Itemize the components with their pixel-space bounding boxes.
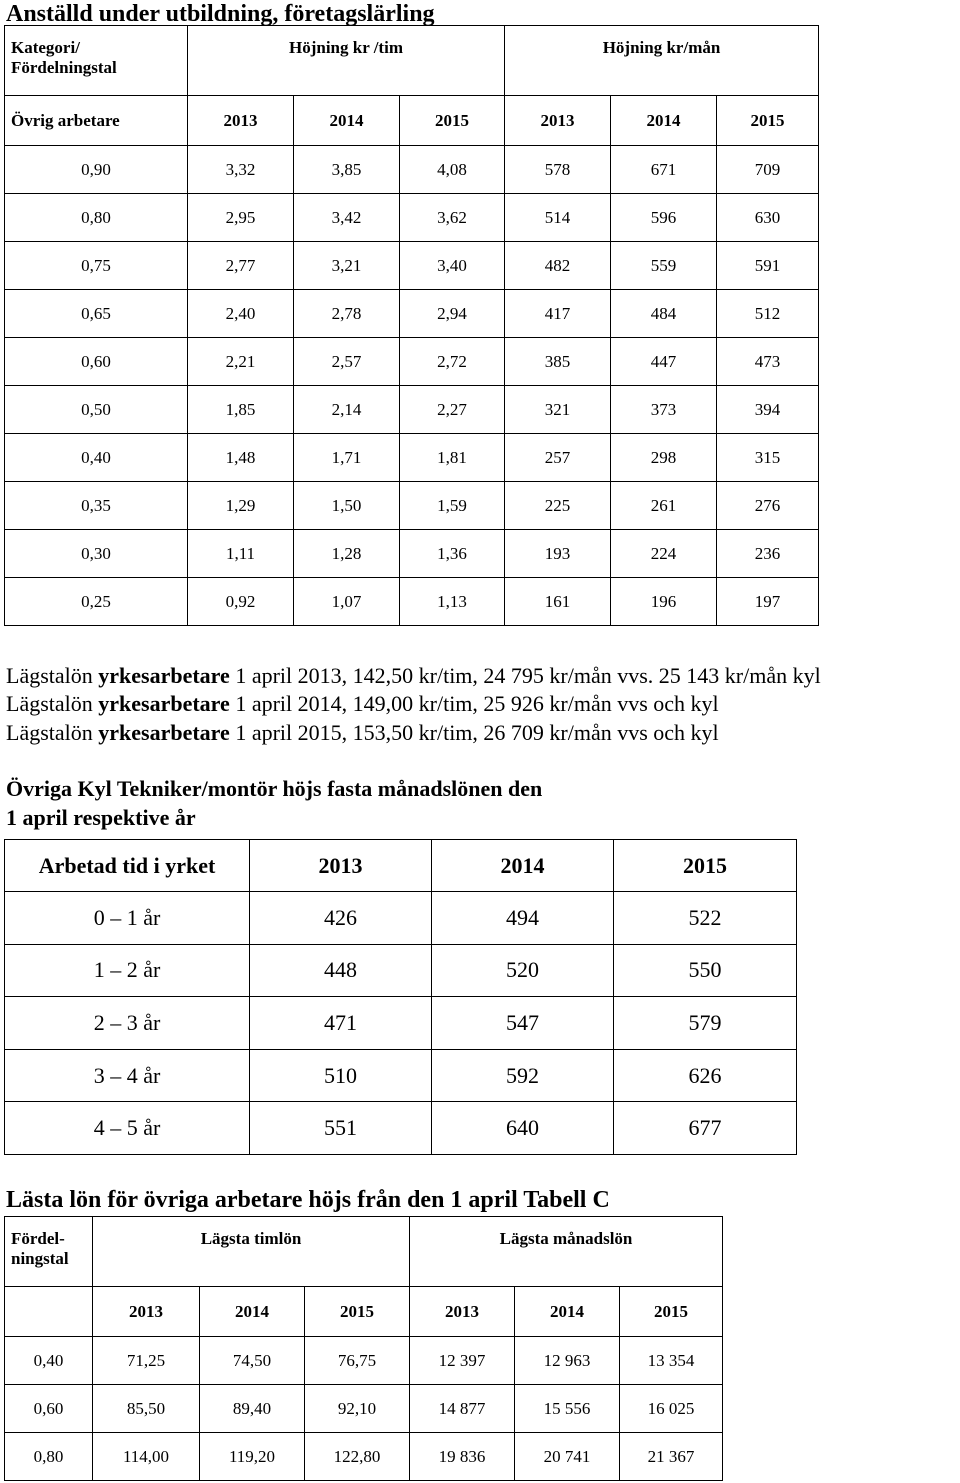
table-cell: 0,90 <box>5 146 188 194</box>
table-cell: 1,28 <box>294 530 400 578</box>
table-row <box>5 434 819 482</box>
table-cell: 709 <box>717 146 819 194</box>
table-cell: 85,50 <box>93 1385 200 1433</box>
table-cell: 2,40 <box>188 290 294 338</box>
table-row <box>5 290 819 338</box>
table-cell: 579 <box>614 997 797 1050</box>
header-year: 2013 <box>250 840 432 892</box>
table-cell: 92,10 <box>305 1385 410 1433</box>
table-cell: 473 <box>717 338 819 386</box>
table-cell: 2,14 <box>294 386 400 434</box>
table-cell: 13 354 <box>620 1337 723 1385</box>
table-cell: 547 <box>432 997 614 1050</box>
text-line-2015 <box>6 722 719 744</box>
table-cell: 15 556 <box>515 1385 620 1433</box>
table-increase-trainee <box>4 25 819 626</box>
table-cell: 1,59 <box>400 482 505 530</box>
table-cell: 321 <box>505 386 611 434</box>
table-cell: 257 <box>505 434 611 482</box>
table-row <box>5 892 797 945</box>
header-lagsta-timlon: Lägsta timlön <box>93 1217 410 1287</box>
table-cell: 426 <box>250 892 432 945</box>
table-cell: 2,94 <box>400 290 505 338</box>
table-cell: 1,48 <box>188 434 294 482</box>
table-row <box>5 338 819 386</box>
table-row <box>5 997 797 1050</box>
table-cell: 0,60 <box>5 338 188 386</box>
table-cell: 119,20 <box>200 1433 305 1481</box>
table-row <box>5 944 797 997</box>
table-row <box>5 1433 723 1481</box>
table-cell: 14 877 <box>410 1385 515 1433</box>
table-cell: 2,72 <box>400 338 505 386</box>
table-cell: 520 <box>432 944 614 997</box>
table-cell: 74,50 <box>200 1337 305 1385</box>
text-line-2014 <box>6 693 719 715</box>
table-row <box>5 146 819 194</box>
table-cell: 2,77 <box>188 242 294 290</box>
table-cell: 114,00 <box>93 1433 200 1481</box>
table-cell: 677 <box>614 1102 797 1155</box>
header-year: 2015 <box>400 96 505 146</box>
table-cell: 512 <box>717 290 819 338</box>
header-year: 2015 <box>614 840 797 892</box>
table-cell: 4,08 <box>400 146 505 194</box>
header-kategori: Kategori/ Fördelningstal <box>5 26 188 96</box>
section-title-kyl <box>6 774 542 832</box>
line-bold: yrkesarbetare <box>98 691 230 716</box>
table-tabell-c <box>4 1216 723 1481</box>
table-cell: 640 <box>432 1102 614 1155</box>
line-prefix: Lägstalön <box>6 720 99 745</box>
table-row <box>5 1337 723 1385</box>
table-cell: 0,60 <box>5 1385 93 1433</box>
table-cell: 551 <box>250 1102 432 1155</box>
line-prefix: Lägstalön <box>6 691 99 716</box>
header-year: 2015 <box>620 1287 723 1337</box>
table-cell: 482 <box>505 242 611 290</box>
table-cell: 514 <box>505 194 611 242</box>
line-suffix: 1 april 2013, 142,50 kr/tim, 24 795 kr/mån vvs. 25 143 kr/mån kyl <box>229 663 821 688</box>
header-year: 2013 <box>93 1287 200 1337</box>
table-cell: 261 <box>611 482 717 530</box>
table-cell: 1,85 <box>188 386 294 434</box>
table-cell: 12 963 <box>515 1337 620 1385</box>
table-cell: 19 836 <box>410 1433 515 1481</box>
table-cell: 510 <box>250 1049 432 1102</box>
table-cell: 1,71 <box>294 434 400 482</box>
table-cell: 0,65 <box>5 290 188 338</box>
table-cell: 197 <box>717 578 819 626</box>
table-row <box>5 530 819 578</box>
header-arbetad-tid: Arbetad tid i yrket <box>5 840 250 892</box>
table-row <box>5 386 819 434</box>
table-cell: 298 <box>611 434 717 482</box>
table-cell: 1,81 <box>400 434 505 482</box>
header-hojning-tim: Höjning kr /tim <box>188 26 505 96</box>
table-cell: 596 <box>611 194 717 242</box>
header-year: 2015 <box>305 1287 410 1337</box>
line-bold: yrkesarbetare <box>98 720 230 745</box>
header-year: 2013 <box>505 96 611 146</box>
header-fordelningstal: Fördel- ningstal <box>5 1217 93 1287</box>
table-cell: 76,75 <box>305 1337 410 1385</box>
line-suffix: 1 april 2015, 153,50 kr/tim, 26 709 kr/mån vvs och kyl <box>229 720 719 745</box>
table-cell: 0,80 <box>5 1433 93 1481</box>
header-year: 2013 <box>410 1287 515 1337</box>
table-cell: 71,25 <box>93 1337 200 1385</box>
text-line-2013 <box>6 665 821 687</box>
line-suffix: 1 april 2014, 149,00 kr/tim, 25 926 kr/mån vvs och kyl <box>229 691 719 716</box>
header-hojning-man: Höjning kr/mån <box>505 26 819 96</box>
table-cell: 0 – 1 år <box>5 892 250 945</box>
table-cell: 448 <box>250 944 432 997</box>
table-cell: 1,07 <box>294 578 400 626</box>
line-prefix: Lägstalön <box>6 663 99 688</box>
table-cell: 3,85 <box>294 146 400 194</box>
table-cell: 522 <box>614 892 797 945</box>
table-cell: 161 <box>505 578 611 626</box>
table-cell: 224 <box>611 530 717 578</box>
table-cell: 1,50 <box>294 482 400 530</box>
table-cell: 394 <box>717 386 819 434</box>
table-cell: 494 <box>432 892 614 945</box>
table-cell: 2,78 <box>294 290 400 338</box>
table-cell: 0,40 <box>5 434 188 482</box>
header-year: 2015 <box>717 96 819 146</box>
header-year: 2013 <box>188 96 294 146</box>
table-cell: 2,95 <box>188 194 294 242</box>
section-title-line-1: Övriga Kyl Tekniker/montör höjs fasta månadslönen den <box>6 776 543 801</box>
table-row <box>5 242 819 290</box>
table-cell: 471 <box>250 997 432 1050</box>
table-cell: 21 367 <box>620 1433 723 1481</box>
table-cell: 3,40 <box>400 242 505 290</box>
table-cell: 16 025 <box>620 1385 723 1433</box>
table-cell: 550 <box>614 944 797 997</box>
table-cell: 236 <box>717 530 819 578</box>
table-cell: 3,21 <box>294 242 400 290</box>
table-cell: 1 – 2 år <box>5 944 250 997</box>
table-cell: 0,80 <box>5 194 188 242</box>
table-cell: 3,42 <box>294 194 400 242</box>
page-title: Anställd under utbildning, företagslärling <box>6 1 435 27</box>
table-cell: 4 – 5 år <box>5 1102 250 1155</box>
table-cell: 1,29 <box>188 482 294 530</box>
table-cell: 2,27 <box>400 386 505 434</box>
table-cell: 3,62 <box>400 194 505 242</box>
table-cell: 671 <box>611 146 717 194</box>
table-cell: 315 <box>717 434 819 482</box>
table-row <box>5 1102 797 1155</box>
table-cell: 592 <box>432 1049 614 1102</box>
table-cell: 89,40 <box>200 1385 305 1433</box>
table-cell: 2,21 <box>188 338 294 386</box>
header-year: 2014 <box>200 1287 305 1337</box>
section-title-line-2: 1 april respektive år <box>6 805 196 830</box>
table-cell: 2 – 3 år <box>5 997 250 1050</box>
table-row <box>5 482 819 530</box>
table-cell: 373 <box>611 386 717 434</box>
table-cell: 122,80 <box>305 1433 410 1481</box>
table-cell: 0,92 <box>188 578 294 626</box>
table-cell: 3 – 4 år <box>5 1049 250 1102</box>
table-cell: 0,50 <box>5 386 188 434</box>
header-lagsta-manadslon: Lägsta månadslön <box>410 1217 723 1287</box>
table-cell: 196 <box>611 578 717 626</box>
table-cell: 0,30 <box>5 530 188 578</box>
header-year: 2014 <box>432 840 614 892</box>
table-row <box>5 1385 723 1433</box>
table-cell: 0,35 <box>5 482 188 530</box>
table-cell: 12 397 <box>410 1337 515 1385</box>
table-cell: 0,25 <box>5 578 188 626</box>
table-cell: 20 741 <box>515 1433 620 1481</box>
header-empty <box>5 1287 93 1337</box>
table-cell: 484 <box>611 290 717 338</box>
table-cell: 447 <box>611 338 717 386</box>
table-cell: 1,13 <box>400 578 505 626</box>
table-cell: 591 <box>717 242 819 290</box>
table-cell: 1,11 <box>188 530 294 578</box>
table-cell: 559 <box>611 242 717 290</box>
table-cell: 276 <box>717 482 819 530</box>
table-cell: 417 <box>505 290 611 338</box>
table-cell: 630 <box>717 194 819 242</box>
table-cell: 0,40 <box>5 1337 93 1385</box>
table-cell: 3,32 <box>188 146 294 194</box>
table-cell: 2,57 <box>294 338 400 386</box>
table-cell: 0,75 <box>5 242 188 290</box>
header-ovrig-arbetare: Övrig arbetare <box>5 96 188 146</box>
table-cell: 225 <box>505 482 611 530</box>
header-year: 2014 <box>294 96 400 146</box>
table-kyl-tekniker <box>4 839 797 1155</box>
table-row <box>5 578 819 626</box>
table-cell: 193 <box>505 530 611 578</box>
table-cell: 626 <box>614 1049 797 1102</box>
table-cell: 578 <box>505 146 611 194</box>
line-bold: yrkesarbetare <box>98 663 230 688</box>
section-title-tabell-c: Lästa lön för övriga arbetare höjs från den 1 april Tabell C <box>6 1187 610 1213</box>
table-cell: 1,36 <box>400 530 505 578</box>
header-year: 2014 <box>611 96 717 146</box>
header-year: 2014 <box>515 1287 620 1337</box>
table-row <box>5 1049 797 1102</box>
table-row <box>5 194 819 242</box>
table-cell: 385 <box>505 338 611 386</box>
